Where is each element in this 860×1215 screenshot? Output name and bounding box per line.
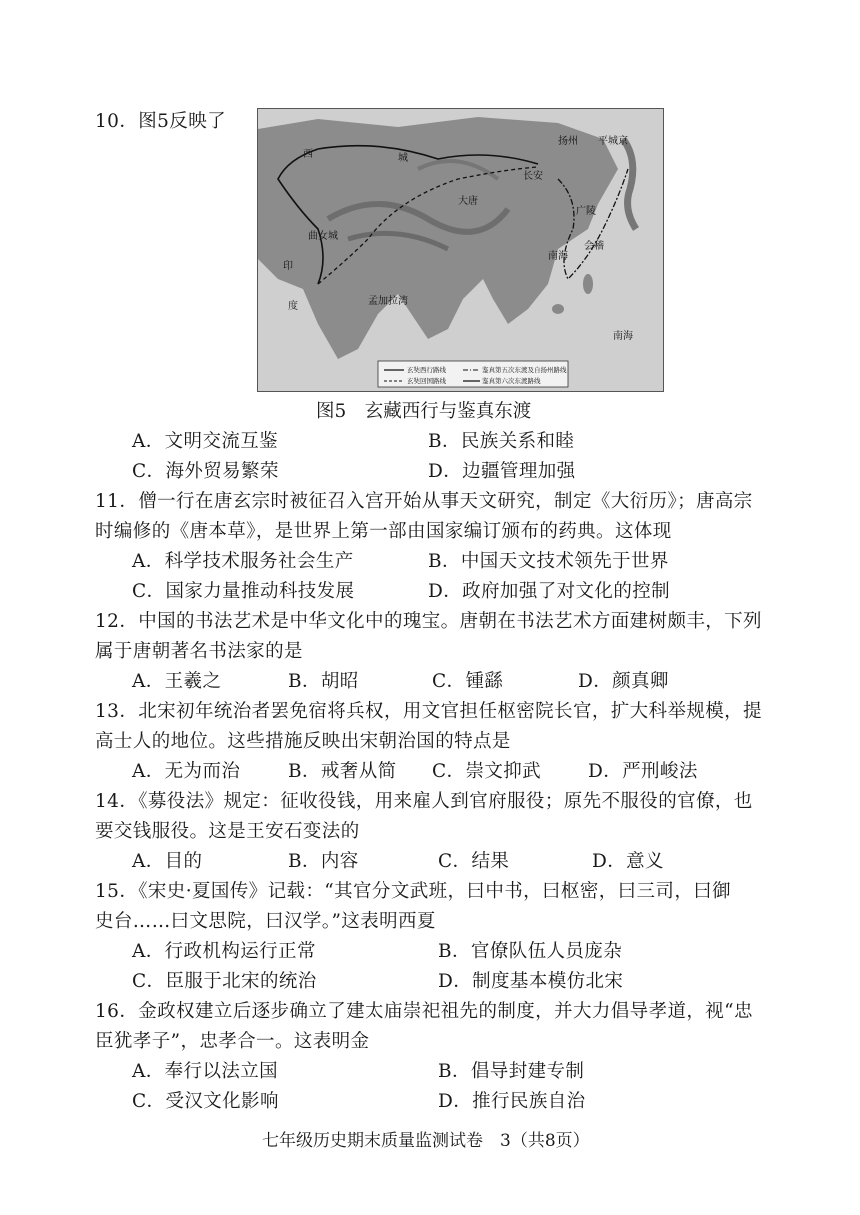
map-label: 大唐 xyxy=(458,196,478,207)
q14-option-d[interactable]: D．意义 xyxy=(592,851,664,872)
q11-option-c[interactable]: C．国家力量推动科技发展 xyxy=(132,581,355,602)
map-label: 会稽 xyxy=(584,241,604,252)
q13-stem-line: 高士人的地位。这些措施反映出宋朝治国的特点是 xyxy=(95,731,511,752)
figure-caption: 图5 玄藏西行与鉴真东渡 xyxy=(316,401,532,422)
page-footer: 七年级历史期末质量监测试卷 3（共8页） xyxy=(262,1131,590,1151)
q14-option-a[interactable]: A．目的 xyxy=(132,851,203,872)
q14-stem-line: 要交钱服役。这是王安石变法的 xyxy=(95,821,360,842)
q11-option-d[interactable]: D．政府加强了对文化的控制 xyxy=(428,581,671,602)
q15-option-a[interactable]: A．行政机构运行正常 xyxy=(132,941,316,962)
q15-option-d[interactable]: D．制度基本模仿北宋 xyxy=(438,971,624,992)
q12-option-b[interactable]: B．胡昭 xyxy=(288,671,359,692)
q10-option-b[interactable]: B．民族关系和睦 xyxy=(428,431,575,452)
q16-option-c[interactable]: C．受汉文化影响 xyxy=(132,1091,279,1112)
q15-stem-line: 史台……曰文思院，曰汉学。”这表明西夏 xyxy=(95,911,436,932)
q12-stem-line: 属于唐朝著名书法家的是 xyxy=(95,641,303,662)
q11-stem-line: 11．僧一行在唐玄宗时被征召入宫开始从事天文研究，制定《大衍历》；唐高宗 xyxy=(95,491,753,512)
map-label: 南海 xyxy=(613,331,633,342)
q10-option-a[interactable]: A．文明交流互鉴 xyxy=(132,431,279,452)
q15-option-c[interactable]: C．臣服于北宋的统治 xyxy=(132,971,317,992)
legend-item: 玄奘回国路线 xyxy=(407,377,446,385)
map-label: 南海 xyxy=(548,251,568,262)
map-label: 度 xyxy=(288,301,298,312)
q16-option-b[interactable]: B．倡导封建专制 xyxy=(438,1061,585,1082)
map-label: 城 xyxy=(398,153,408,164)
q14-option-b[interactable]: B．内容 xyxy=(288,851,359,872)
map-label: 孟加拉湾 xyxy=(368,296,408,307)
map-label: 印 xyxy=(283,261,293,272)
map-label: 广陵 xyxy=(576,206,596,217)
q11-option-a[interactable]: A．科学技术服务社会生产 xyxy=(132,551,354,572)
q16-stem-line: 臣犹孝子”，忠孝合一。这表明金 xyxy=(95,1031,370,1052)
legend-item: 玄奘西行路线 xyxy=(407,366,446,374)
q11-stem-line: 时编修的《唐本草》，是世界上第一部由国家编订颁布的药典。这体现 xyxy=(95,521,672,542)
map-figure-5 xyxy=(257,108,664,392)
q16-option-d[interactable]: D．推行民族自治 xyxy=(438,1091,586,1112)
q16-option-a[interactable]: A．奉行以法立国 xyxy=(132,1061,279,1082)
q11-option-b[interactable]: B．中国天文技术领先于世界 xyxy=(428,551,669,572)
map-label: 平城京 xyxy=(598,136,628,147)
q12-option-d[interactable]: D．颜真卿 xyxy=(578,671,669,692)
legend-item: 鉴真第六次东渡路线 xyxy=(482,377,541,385)
q10-stem: 10．图5反映了 xyxy=(95,111,227,132)
q12-option-a[interactable]: A．王羲之 xyxy=(132,671,222,692)
q13-option-d[interactable]: D．严刑峻法 xyxy=(588,761,698,782)
q14-stem-line: 14．《募役法》规定：征收役钱，用来雇人到官府服役；原先不服役的官僚，也 xyxy=(95,791,753,812)
legend-item: 鉴真第五次东渡及自扬州路线 xyxy=(482,366,567,374)
q15-stem-line: 15．《宋史·夏国传》记载：“其官分文武班，曰中书，曰枢密，曰三司，曰御 xyxy=(95,881,732,902)
q10-option-d[interactable]: D．边疆管理加强 xyxy=(428,461,576,482)
map-label: 曲女城 xyxy=(308,231,338,242)
map-label: 扬州 xyxy=(558,136,578,147)
q10-option-c[interactable]: C．海外贸易繁荣 xyxy=(132,461,279,482)
map-label: 长安 xyxy=(523,171,543,182)
q13-option-c[interactable]: C．崇文抑武 xyxy=(432,761,542,782)
q12-stem-line: 12．中国的书法艺术是中华文化中的瑰宝。唐朝在书法艺术方面建树颇丰，下列 xyxy=(95,611,762,632)
q12-option-c[interactable]: C．锺繇 xyxy=(432,671,504,692)
map-illustration xyxy=(258,109,663,391)
q14-option-c[interactable]: C．结果 xyxy=(438,851,510,872)
map-label: 西 xyxy=(303,149,313,160)
q15-option-b[interactable]: B．官僚队伍人员庞杂 xyxy=(438,941,623,962)
q13-option-a[interactable]: A．无为而治 xyxy=(132,761,241,782)
q13-option-b[interactable]: B．戒奢从简 xyxy=(288,761,397,782)
q16-stem-line: 16．金政权建立后逐步确立了建太庙崇祀祖先的制度，并大力倡导孝道，视“忠 xyxy=(95,1001,753,1022)
q13-stem-line: 13．北宋初年统治者罢免宿将兵权，用文官担任枢密院长官，扩大科举规模，提 xyxy=(95,701,762,722)
